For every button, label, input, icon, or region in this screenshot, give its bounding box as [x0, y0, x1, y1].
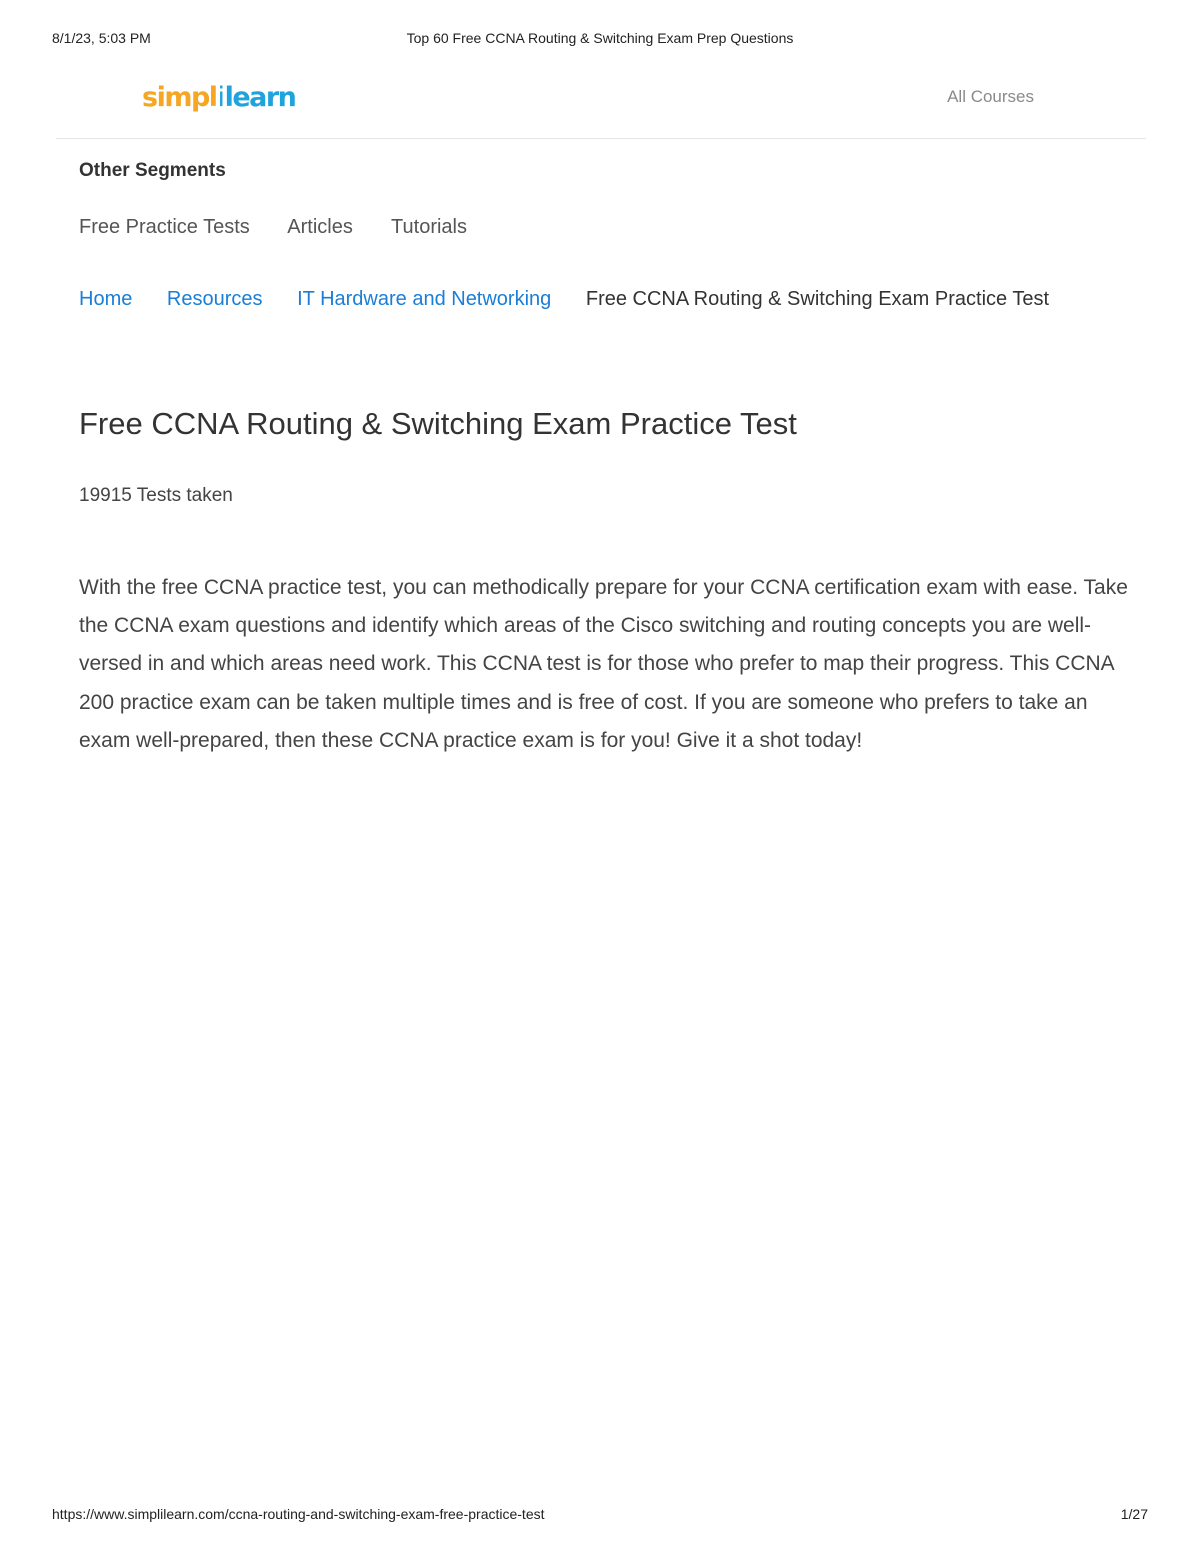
logo-separator: i [217, 82, 224, 113]
segments-nav [79, 216, 500, 239]
print-doc-title: Top 60 Free CCNA Routing & Switching Exam Prep Questions [406, 30, 794, 46]
simplilearn-logo[interactable] [142, 80, 295, 116]
tests-taken-count: 19915 Tests taken [79, 485, 233, 506]
other-segments-heading: Other Segments [79, 160, 226, 181]
segment-link-articles[interactable]: Articles [287, 216, 353, 238]
segment-link-tutorials[interactable]: Tutorials [391, 216, 467, 238]
test-description: With the free CCNA practice test, you can methodically prepare for your CCNA certification exam with ease. Take the CCNA exam questions and identify which areas of the Cisco switching and routing concepts you are well-versed in and which areas need work. This CCNA test is for those who prefer to map their progress. This CCNA 200 practice exam can be taken multiple times and is free of cost. If you are someone who prefers to take an exam well-prepared, then these CCNA practice exam is for you! Give it a shot today! [79, 576, 1128, 752]
print-header [52, 30, 1148, 48]
print-datetime: 8/1/23, 5:03 PM [52, 30, 151, 46]
all-courses-link[interactable]: All Courses [947, 87, 1034, 106]
segment-link-free-practice-tests[interactable]: Free Practice Tests [79, 216, 250, 238]
breadcrumb-home[interactable]: Home [79, 288, 133, 310]
print-page-number: 1/27 [1120, 1506, 1148, 1522]
logo-part-learn: learn [224, 82, 296, 113]
breadcrumb-it-hardware-networking[interactable]: IT Hardware and Networking [297, 288, 552, 310]
breadcrumb-current: Free CCNA Routing & Switching Exam Practice Test [585, 288, 1050, 310]
page-title: Free CCNA Routing & Switching Exam Practice Test [79, 406, 797, 441]
print-url: https://www.simplilearn.com/ccna-routing-and-switching-exam-free-practice-test [52, 1506, 545, 1522]
breadcrumb-resources[interactable]: Resources [166, 288, 263, 310]
breadcrumb [79, 288, 1049, 311]
logo-part-simpl: simpl [142, 82, 217, 113]
print-footer [52, 1506, 1148, 1524]
site-header [56, 76, 1146, 139]
